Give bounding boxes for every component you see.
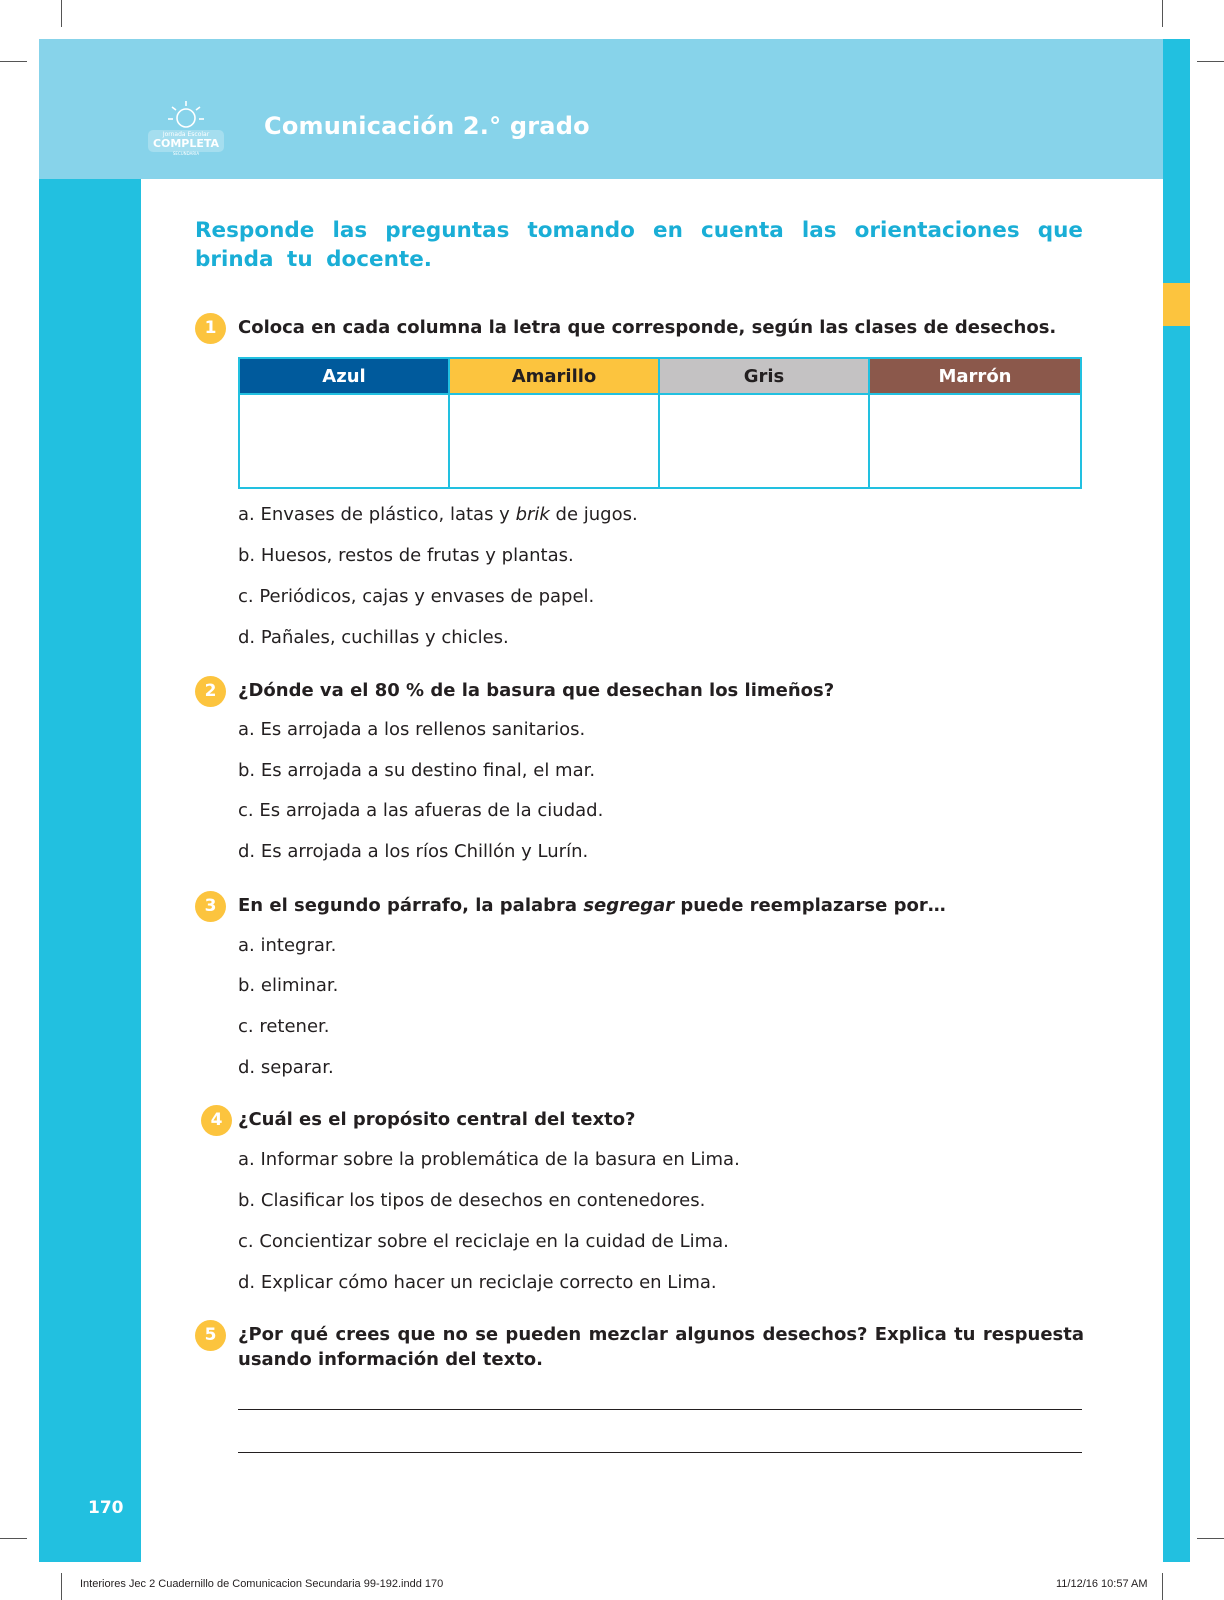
answer-cell-amarillo[interactable] <box>450 395 660 487</box>
question-number-badge: 3 <box>195 891 226 922</box>
svg-text:SECUNDARIA: SECUNDARIA <box>172 151 200 156</box>
option-2d: d. Es arrojada a los ríos Chillón y Lurín. <box>238 841 589 862</box>
option-4b: b. Clasificar los tipos de desechos en contenedores. <box>238 1190 706 1211</box>
header-title: Comunicación 2.° grado <box>264 112 590 140</box>
question-number-badge: 5 <box>195 1320 226 1351</box>
question-3-text <box>238 895 946 916</box>
option-italic-word: brik <box>515 504 550 525</box>
option-2a: a. Es arrojada a los rellenos sanitarios. <box>238 719 586 740</box>
question-1-text: Coloca en cada columna la letra que corresponde, según las clases de desechos. <box>238 317 1057 338</box>
question-2-text: ¿Dónde va el 80 % de la basura que desechan los limeños? <box>238 680 835 701</box>
option-1b: b. Huesos, restos de frutas y plantas. <box>238 545 574 566</box>
answer-cell-azul[interactable] <box>240 395 450 487</box>
answer-line[interactable] <box>238 1409 1082 1410</box>
option-1c: c. Periódicos, cajas y envases de papel. <box>238 586 595 607</box>
instruction-text: Responde las preguntas tomando en cuenta las orientaciones que brinda tu docente. <box>195 218 1083 272</box>
option-1a <box>238 504 638 525</box>
answer-cell-marron[interactable] <box>870 395 1080 487</box>
left-color-strip <box>39 179 141 1562</box>
svg-text:Jornada Escolar: Jornada Escolar <box>162 131 210 138</box>
crop-mark <box>61 0 62 27</box>
table-header-gris: Gris <box>660 359 870 395</box>
print-footer-file: Interiores Jec 2 Cuadernillo de Comunicacion Secundaria 99-192.indd 170 <box>80 1578 444 1590</box>
question-4-text: ¿Cuál es el propósito central del texto? <box>238 1109 636 1130</box>
page-number: 170 <box>88 1498 124 1518</box>
crop-mark <box>0 61 27 62</box>
print-footer-timestamp: 11/12/16 10:57 AM <box>1056 1578 1148 1590</box>
table-header-azul: Azul <box>240 359 450 395</box>
right-color-strip <box>1163 39 1190 1562</box>
crop-mark <box>1162 1573 1163 1600</box>
crop-mark <box>1197 1538 1224 1539</box>
option-4d: d. Explicar cómo hacer un reciclaje correcto en Lima. <box>238 1272 717 1293</box>
option-text: a. Envases de plástico, latas y <box>238 504 516 525</box>
right-section-tab <box>1163 283 1190 326</box>
question-number-badge: 2 <box>195 676 226 707</box>
crop-mark <box>61 1573 62 1600</box>
jornada-escolar-logo <box>145 98 227 160</box>
question-text-part: En el segundo párrafo, la palabra <box>238 895 584 916</box>
svg-text:COMPLETA: COMPLETA <box>152 137 220 150</box>
question-number-badge: 4 <box>201 1105 232 1136</box>
option-3c: c. retener. <box>238 1016 330 1037</box>
table-header-marron: Marrón <box>870 359 1080 395</box>
question-italic-word: segregar <box>583 895 675 916</box>
crop-mark <box>1162 0 1163 27</box>
answer-cell-gris[interactable] <box>660 395 870 487</box>
question-text-part: puede reemplazarse por… <box>674 895 946 916</box>
answer-line[interactable] <box>238 1452 1082 1453</box>
crop-mark <box>0 1538 27 1539</box>
option-1d: d. Pañales, cuchillas y chicles. <box>238 627 509 648</box>
option-text: de jugos. <box>549 504 638 525</box>
crop-mark <box>1197 61 1224 62</box>
sun-logo-icon <box>145 98 227 160</box>
option-2c: c. Es arrojada a las afueras de la ciudad. <box>238 800 604 821</box>
question-5-text: ¿Por qué crees que no se pueden mezclar algunos desechos? Explica tu respuesta usando información del texto. <box>238 1324 1084 1370</box>
option-4c: c. Concientizar sobre el reciclaje en la cuidad de Lima. <box>238 1231 729 1252</box>
option-3b: b. eliminar. <box>238 975 339 996</box>
option-4a: a. Informar sobre la problemática de la basura en Lima. <box>238 1149 740 1170</box>
waste-classification-table <box>238 357 1082 489</box>
option-3a: a. integrar. <box>238 935 337 956</box>
table-header-amarillo: Amarillo <box>450 359 660 395</box>
option-2b: b. Es arrojada a su destino final, el mar. <box>238 760 596 781</box>
option-3d: d. separar. <box>238 1057 334 1078</box>
question-number-badge: 1 <box>195 313 226 344</box>
